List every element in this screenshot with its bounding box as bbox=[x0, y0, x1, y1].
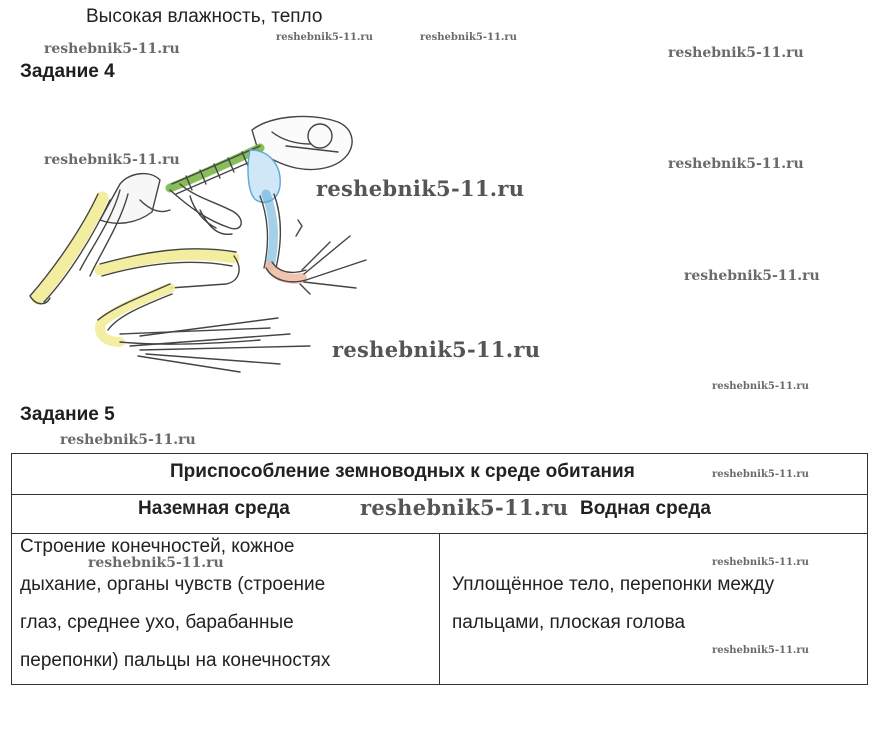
watermark: reshebnik5-11.ru bbox=[712, 645, 809, 656]
watermark: reshebnik5-11.ru bbox=[668, 156, 804, 172]
frog-skeleton-illustration bbox=[20, 110, 380, 380]
column-header-land: Наземная среда bbox=[138, 498, 290, 519]
watermark: reshebnik5-11.ru bbox=[44, 152, 180, 168]
land-cell-line: Строение конечностей, кожное bbox=[20, 536, 295, 557]
watermark: reshebnik5-11.ru bbox=[332, 337, 541, 362]
watermark: reshebnik5-11.ru bbox=[276, 32, 373, 43]
watermark: reshebnik5-11.ru bbox=[360, 495, 569, 520]
column-header-water: Водная среда bbox=[580, 498, 711, 519]
watermark: reshebnik5-11.ru bbox=[420, 32, 517, 43]
land-cell-line: дыхание, органы чувств (строение bbox=[20, 574, 326, 595]
land-cell-line: перепонки) пальцы на конечностях bbox=[20, 650, 331, 671]
watermark: reshebnik5-11.ru bbox=[712, 469, 809, 480]
task4-heading: Задание 4 bbox=[20, 61, 115, 82]
watermark: reshebnik5-11.ru bbox=[684, 268, 820, 284]
watermark: reshebnik5-11.ru bbox=[712, 381, 809, 392]
water-cell-line: Уплощённое тело, перепонки между bbox=[452, 574, 775, 595]
watermark: reshebnik5-11.ru bbox=[712, 557, 809, 568]
water-cell-line: пальцами, плоская голова bbox=[452, 612, 686, 633]
task5-heading: Задание 5 bbox=[20, 404, 115, 425]
land-cell-line: глаз, среднее ухо, барабанные bbox=[20, 612, 294, 633]
watermark: reshebnik5-11.ru bbox=[60, 432, 196, 448]
watermark: reshebnik5-11.ru bbox=[88, 555, 224, 571]
table-divider bbox=[439, 533, 440, 684]
watermark: reshebnik5-11.ru bbox=[44, 41, 180, 57]
watermark: reshebnik5-11.ru bbox=[316, 176, 525, 201]
watermark: reshebnik5-11.ru bbox=[668, 45, 804, 61]
table-caption: Приспособление земноводных к среде обитания bbox=[170, 461, 635, 482]
answer-line: Высокая влажность, тепло bbox=[86, 6, 323, 27]
